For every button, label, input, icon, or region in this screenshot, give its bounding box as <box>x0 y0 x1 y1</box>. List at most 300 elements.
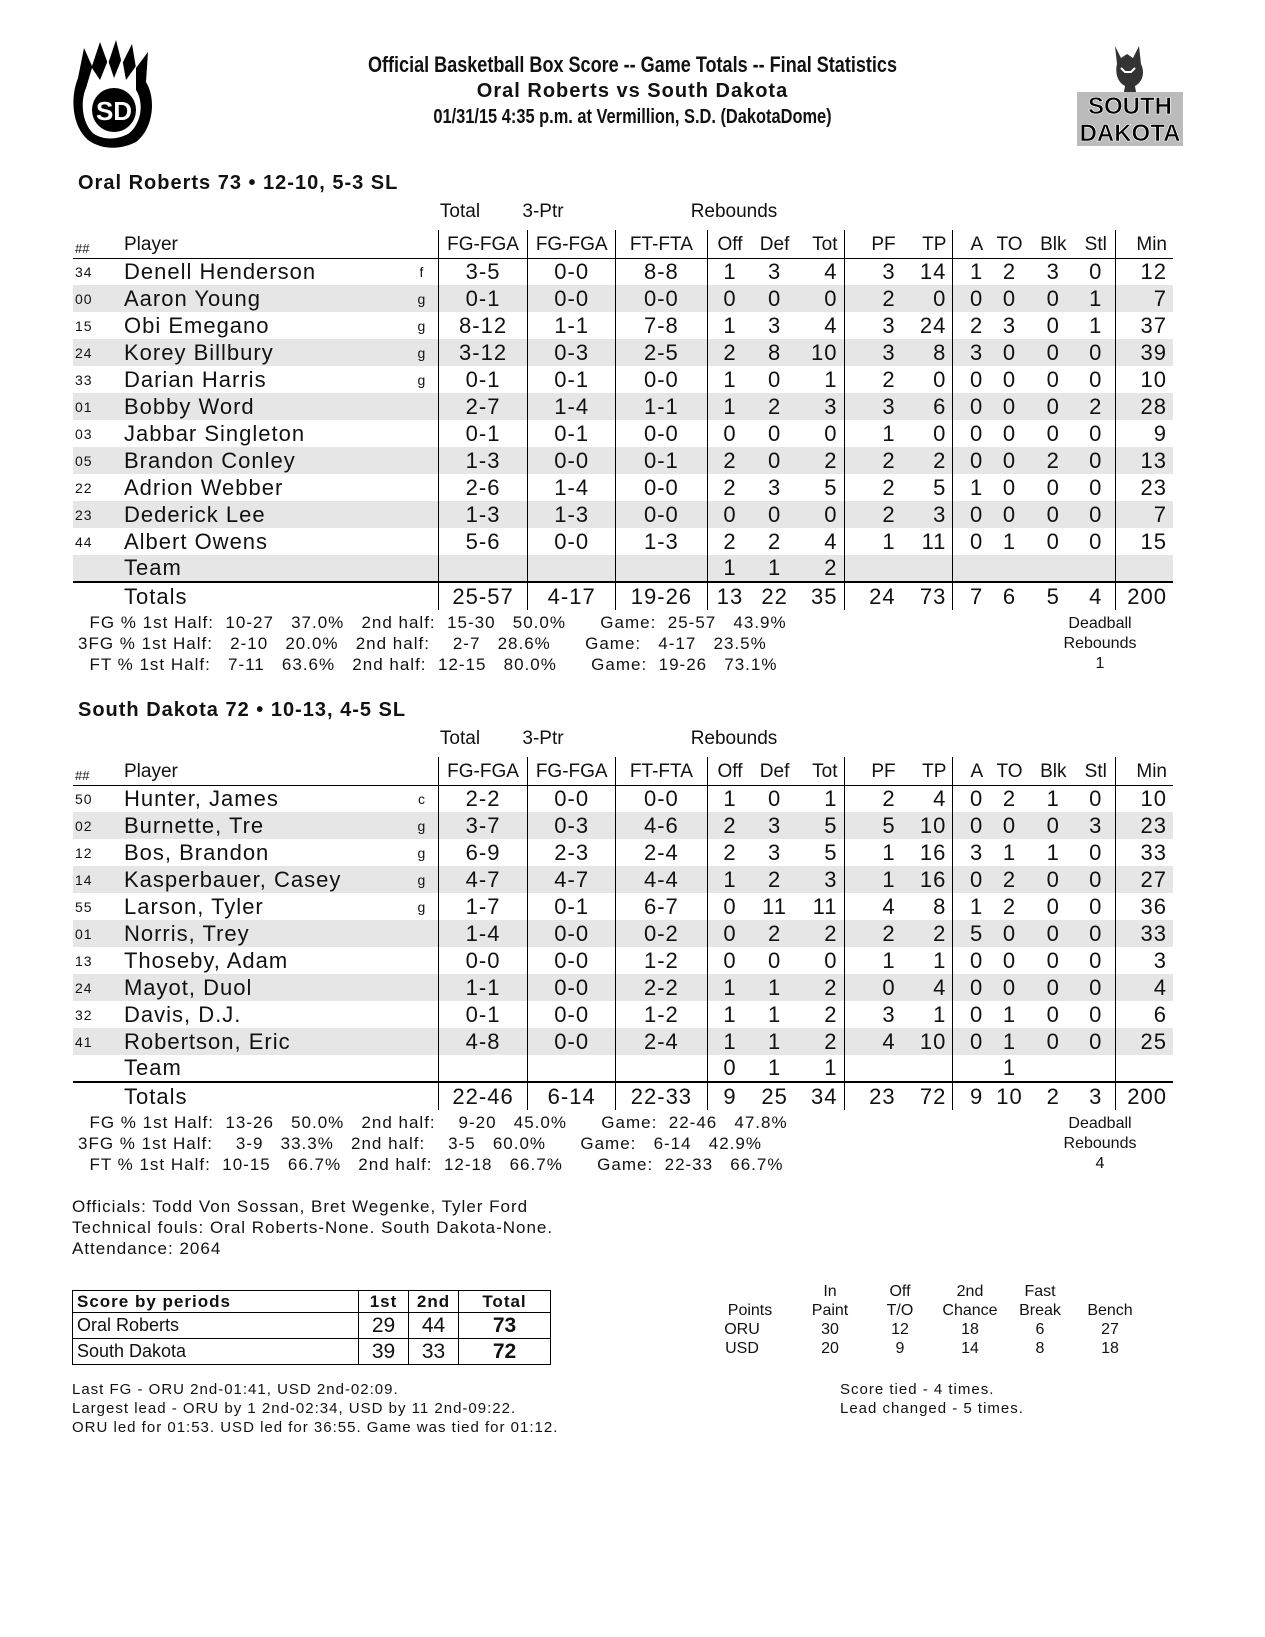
personal-fouls: 2 <box>844 920 902 947</box>
jersey-number: 41 <box>73 1028 120 1055</box>
free-throws: 8-8 <box>615 258 707 285</box>
field-goals: 0-1 <box>438 1001 528 1028</box>
total-group-label: Total <box>439 728 481 749</box>
jersey-number: 13 <box>75 952 93 969</box>
defensive-rebounds: 3 <box>767 474 782 500</box>
personal-fouls: 2 <box>844 501 902 528</box>
total-defensive-rebounds: 22 <box>752 582 797 610</box>
player-row <box>73 447 1173 474</box>
minutes: 33 <box>1115 920 1173 947</box>
three-pointers: 0-1 <box>528 893 616 920</box>
position <box>406 501 438 528</box>
jersey-number: 55 <box>75 898 93 915</box>
game-notes <box>72 1380 558 1437</box>
turnovers: 0 <box>1002 420 1017 446</box>
total-rebounds: 2 <box>797 1028 844 1055</box>
position <box>406 974 438 1001</box>
fast-break-header-1: Fast <box>1024 1283 1056 1300</box>
turnovers: 1 <box>1002 839 1017 865</box>
column-header-steals: Stl <box>1077 757 1115 785</box>
player-row <box>73 839 1173 866</box>
defensive-rebounds: 1 <box>752 1028 797 1055</box>
deadball-count: 4 <box>1095 1155 1105 1172</box>
blocks: 1 <box>1046 839 1060 865</box>
blocks: 0 <box>1046 947 1060 973</box>
column-header-position <box>406 230 438 258</box>
player-row <box>73 785 1173 812</box>
player-row <box>73 893 1173 920</box>
free-throws: 4-4 <box>615 866 707 893</box>
column-header-offensive-rebounds: Off <box>707 757 752 785</box>
personal-fouls: 4 <box>844 893 902 920</box>
matchup-title: Oral Roberts vs South Dakota <box>476 80 789 102</box>
officials: Officials: Todd Von Sossan, Bret Wegenke, Tyler Ford <box>72 1197 529 1216</box>
minutes: 9 <box>1115 420 1173 447</box>
offensive-rebounds: 0 <box>707 420 752 447</box>
column-header-player-name: Player <box>120 757 406 785</box>
jersey-number: 32 <box>75 1006 93 1023</box>
personal-fouls: 2 <box>844 285 902 312</box>
total-rebounds: 0 <box>824 947 838 973</box>
player-name: Hunter, James <box>123 785 279 811</box>
totals-row <box>73 582 1173 610</box>
blocks: 0 <box>1030 285 1077 312</box>
personal-fouls <box>844 555 902 582</box>
free-throws: 2-2 <box>615 974 707 1001</box>
personal-fouls <box>844 1055 902 1082</box>
position: g <box>406 866 438 893</box>
minutes: 25 <box>1115 1028 1173 1055</box>
player-name: Korey Billbury <box>120 339 406 366</box>
score-team: South Dakota <box>73 1339 359 1365</box>
player-row <box>73 974 1173 1001</box>
field-goals: 1-3 <box>438 501 528 528</box>
score-by-periods-table <box>72 1290 551 1365</box>
assists: 1 <box>953 258 989 285</box>
free-throws <box>615 1055 707 1082</box>
minutes: 4 <box>1115 974 1173 1001</box>
turnovers: 1 <box>1002 1001 1017 1027</box>
shooting-line: 3FG % 1st Half: 2-10 20.0% 2nd half: 2-7 28.6% Game: 4-17 23.5% <box>78 634 767 653</box>
column-header-jersey-number: ## <box>73 230 120 258</box>
offensive-rebounds: 1 <box>707 312 752 339</box>
defensive-rebounds: 0 <box>752 285 797 312</box>
column-header-total-rebounds: Tot <box>797 757 844 785</box>
largest-lead: Largest lead - ORU by 1 2nd-02:34, USD by 11 2nd-09:22. <box>72 1400 517 1417</box>
assists: 0 <box>953 812 989 839</box>
offensive-rebounds: 1 <box>707 1028 752 1055</box>
total-points: 2 <box>902 447 953 474</box>
position: g <box>406 812 438 839</box>
team2-shooting-percentages <box>78 1112 788 1175</box>
player-row <box>73 474 1173 501</box>
paint-header-2: Paint <box>811 1302 849 1319</box>
total-rebounds: 2 <box>824 1001 838 1027</box>
assists: 0 <box>953 420 989 447</box>
jersey-number: 44 <box>75 533 93 550</box>
column-header-assists: A <box>953 757 989 785</box>
assists: 0 <box>953 866 989 893</box>
blocks: 0 <box>1030 393 1077 420</box>
blocks: 0 <box>1030 501 1077 528</box>
attendance: Attendance: 2064 <box>72 1239 222 1258</box>
total-turnovers: 10 <box>989 1082 1030 1110</box>
minutes: 37 <box>1115 312 1173 339</box>
total-field-goals: 22-46 <box>438 1082 528 1110</box>
defensive-rebounds: 1 <box>752 974 797 1001</box>
position <box>406 1055 438 1082</box>
minutes: 6 <box>1115 1001 1173 1028</box>
minutes: 13 <box>1115 447 1173 474</box>
three-pointers <box>528 1055 616 1082</box>
jersey-number: 50 <box>75 790 93 807</box>
player-name: Denell Henderson <box>123 258 317 284</box>
blocks: 0 <box>1030 974 1077 1001</box>
total-minutes: 200 <box>1115 1082 1173 1110</box>
steals: 1 <box>1077 285 1115 312</box>
three-pointers: 0-0 <box>528 947 616 974</box>
total-player-name: Totals <box>120 1082 406 1110</box>
total-points: 4 <box>933 785 947 811</box>
rebounds-group-label: Rebounds <box>690 728 778 749</box>
jersey-number: 34 <box>75 263 93 280</box>
total-rebounds: 2 <box>797 920 844 947</box>
free-throws: 0-0 <box>615 785 707 812</box>
free-throws: 0-0 <box>615 366 707 393</box>
steals: 1 <box>1089 312 1103 338</box>
column-header-player-name: Player <box>120 230 406 258</box>
steals: 0 <box>1089 420 1103 446</box>
minutes: 3 <box>1115 947 1173 974</box>
three-pointers <box>528 555 616 582</box>
position <box>406 447 438 474</box>
header-row <box>73 230 1173 258</box>
jersey-number: 15 <box>75 317 93 334</box>
offensive-rebounds: 1 <box>707 258 752 285</box>
field-goals: 3-5 <box>438 258 528 285</box>
rebounds-label: Rebounds <box>1063 1135 1137 1152</box>
jersey-number <box>73 1055 120 1082</box>
jersey-number: 00 <box>73 285 120 312</box>
total-points: 0 <box>933 420 947 446</box>
blocks: 0 <box>1030 866 1077 893</box>
steals: 0 <box>1077 1028 1115 1055</box>
total-position <box>406 582 438 610</box>
steals: 0 <box>1089 947 1103 973</box>
offensive-rebounds: 2 <box>707 528 752 555</box>
assists: 0 <box>953 501 989 528</box>
turnover-header-1: Off <box>889 1283 911 1300</box>
logo-word-dakota: DAKOTA <box>1079 120 1181 147</box>
player-name: Thoseby, Adam <box>123 947 289 973</box>
field-goals: 0-1 <box>438 366 528 393</box>
offensive-rebounds: 1 <box>707 785 752 812</box>
score-second-half: 33 <box>409 1339 459 1365</box>
defensive-rebounds: 2 <box>752 866 797 893</box>
total-points: 3 <box>902 501 953 528</box>
position: g <box>406 285 438 312</box>
total-rebounds: 5 <box>824 474 838 500</box>
minutes <box>1115 1055 1173 1082</box>
field-goals: 5-6 <box>438 528 528 555</box>
personal-fouls: 3 <box>844 393 902 420</box>
player-name: Larson, Tyler <box>123 893 264 919</box>
player-name: Darian Harris <box>123 366 267 392</box>
blocks: 0 <box>1046 474 1060 500</box>
total-points: 1 <box>933 947 947 973</box>
total-rebounds: 2 <box>797 447 844 474</box>
jersey-number <box>73 555 120 582</box>
total-rebounds: 4 <box>824 528 838 554</box>
jersey-number: 02 <box>73 812 120 839</box>
jersey-number: 23 <box>73 501 120 528</box>
shooting-line: FT % 1st Half: 10-15 66.7% 2nd half: 12-18 66.7% Game: 22-33 66.7% <box>78 1155 784 1174</box>
total-assists: 9 <box>953 1082 989 1110</box>
field-goals: 0-0 <box>438 947 528 974</box>
defensive-rebounds: 0 <box>767 420 782 446</box>
total-rebounds: 5 <box>797 812 844 839</box>
blocks: 0 <box>1046 420 1060 446</box>
total-minutes: 200 <box>1115 582 1173 610</box>
offensive-rebounds: 1 <box>707 866 752 893</box>
player-row <box>73 393 1173 420</box>
steals: 2 <box>1077 393 1115 420</box>
three-pointers: 0-0 <box>528 1001 616 1028</box>
steals: 0 <box>1077 339 1115 366</box>
position <box>406 1028 438 1055</box>
total-rebounds: 3 <box>797 866 844 893</box>
free-throws: 0-0 <box>615 474 707 501</box>
turnovers: 2 <box>989 866 1030 893</box>
total-points: 16 <box>902 866 953 893</box>
defensive-rebounds: 3 <box>752 812 797 839</box>
three-pointers: 0-1 <box>528 420 616 447</box>
totals-row <box>73 1082 1173 1110</box>
field-goals: 1-4 <box>438 920 528 947</box>
total-total-points: 73 <box>902 582 953 610</box>
fast-break-header-2: Break <box>1019 1302 1061 1319</box>
steals <box>1077 555 1115 582</box>
turnover-value: 9 <box>895 1340 905 1357</box>
assists: 5 <box>953 920 989 947</box>
turnovers <box>989 555 1030 582</box>
player-name: Aaron Young <box>120 285 406 312</box>
score-second-half: 44 <box>409 1313 459 1339</box>
second-half-header: 2nd <box>409 1291 459 1313</box>
fast-break-value: 6 <box>1035 1321 1045 1338</box>
total-points: 5 <box>933 474 947 500</box>
game-info <box>72 1196 553 1259</box>
defensive-rebounds: 3 <box>767 312 782 338</box>
total-total-points: 72 <box>902 1082 953 1110</box>
shooting-line: FT % 1st Half: 7-11 63.6% 2nd half: 12-15 80.0% Game: 19-26 73.1% <box>78 655 778 674</box>
free-throws: 4-6 <box>615 812 707 839</box>
points-team: USD <box>725 1340 759 1357</box>
player-name: Team <box>123 1055 182 1080</box>
column-header-defensive-rebounds: Def <box>752 757 797 785</box>
assists: 0 <box>953 974 989 1001</box>
defensive-rebounds: 3 <box>767 839 782 865</box>
steals: 0 <box>1077 920 1115 947</box>
lead-notes <box>840 1380 1024 1418</box>
defensive-rebounds: 0 <box>767 947 782 973</box>
steals: 0 <box>1089 785 1103 811</box>
total-points: 0 <box>933 366 947 392</box>
three-pointers: 0-0 <box>528 974 616 1001</box>
field-goals <box>438 1055 528 1082</box>
score-total: 72 <box>459 1339 551 1365</box>
offensive-rebounds: 1 <box>707 1001 752 1028</box>
free-throws: 7-8 <box>615 312 707 339</box>
field-goals: 2-6 <box>438 474 528 501</box>
total-points: 11 <box>921 528 947 554</box>
minutes: 7 <box>1115 501 1173 528</box>
position <box>406 1001 438 1028</box>
team1-shooting-percentages <box>78 612 787 675</box>
defensive-rebounds: 3 <box>767 258 782 284</box>
svg-text:SD: SD <box>95 96 133 126</box>
column-header-total-rebounds: Tot <box>797 230 844 258</box>
minutes: 7 <box>1115 285 1173 312</box>
assists <box>953 555 989 582</box>
minutes: 15 <box>1115 528 1173 555</box>
field-goals: 6-9 <box>438 839 528 866</box>
assists: 0 <box>953 393 989 420</box>
turnovers: 2 <box>1002 258 1017 284</box>
personal-fouls: 2 <box>844 447 902 474</box>
player-row <box>73 920 1173 947</box>
player-name: Bos, Brandon <box>123 839 270 865</box>
total-points: 16 <box>919 839 947 865</box>
player-name: Norris, Trey <box>120 920 406 947</box>
three-pointer-group-label: 3-Ptr <box>522 201 564 222</box>
personal-fouls: 0 <box>844 974 902 1001</box>
personal-fouls: 1 <box>844 947 902 974</box>
jersey-number: 12 <box>75 844 93 861</box>
turnovers: 2 <box>1002 893 1017 919</box>
player-row <box>73 1028 1173 1055</box>
jersey-number: 24 <box>73 974 120 1001</box>
player-row <box>73 866 1173 893</box>
free-throws: 0-0 <box>615 501 707 528</box>
offensive-rebounds: 2 <box>707 447 752 474</box>
steals: 0 <box>1089 528 1103 554</box>
column-header-jersey-number: ## <box>73 757 120 785</box>
assists: 0 <box>953 947 989 974</box>
three-pointers: 0-3 <box>528 812 616 839</box>
jersey-number: 01 <box>73 393 120 420</box>
points-header: Points <box>727 1302 773 1319</box>
player-name: Adrion Webber <box>123 474 284 500</box>
total-jersey-number <box>73 1082 120 1110</box>
personal-fouls: 1 <box>844 528 902 555</box>
player-row <box>73 528 1173 555</box>
field-goals: 1-1 <box>438 974 528 1001</box>
player-name: Robertson, Eric <box>120 1028 406 1055</box>
column-header-free-throws: FT-FTA <box>615 757 707 785</box>
column-header-free-throws: FT-FTA <box>615 230 707 258</box>
player-name: Dederick Lee <box>120 501 406 528</box>
total-rebounds: 0 <box>797 501 844 528</box>
column-header-field-goals: FG-FGA <box>438 757 528 785</box>
position: g <box>417 898 427 915</box>
team1-deadball-rebounds <box>1040 614 1160 674</box>
team-row <box>73 1055 1173 1082</box>
field-goals: 0-1 <box>438 285 528 312</box>
field-goals: 8-12 <box>438 312 528 339</box>
defensive-rebounds: 0 <box>767 785 782 811</box>
blocks: 0 <box>1030 1028 1077 1055</box>
defensive-rebounds: 1 <box>767 1055 782 1080</box>
total-total-rebounds: 35 <box>797 582 844 610</box>
total-personal-fouls: 24 <box>844 582 902 610</box>
player-name: Obi Emegano <box>123 312 270 338</box>
total-rebounds: 2 <box>797 974 844 1001</box>
team2-box-score-table <box>73 757 1173 1110</box>
offensive-rebounds: 0 <box>707 1055 752 1082</box>
technical-fouls: Technical fouls: Oral Roberts-None. South Dakota-None. <box>72 1218 554 1237</box>
total-total-rebounds: 34 <box>797 1082 844 1110</box>
position <box>406 555 438 582</box>
offensive-rebounds: 0 <box>707 920 752 947</box>
total-points: 10 <box>902 812 953 839</box>
turnovers: 0 <box>989 974 1030 1001</box>
total-rebounds: 4 <box>824 312 838 338</box>
three-pointers: 0-0 <box>528 528 616 555</box>
header-row <box>73 757 1173 785</box>
assists: 0 <box>953 285 989 312</box>
player-name: Bobby Word <box>120 393 406 420</box>
offensive-rebounds: 2 <box>707 474 752 501</box>
three-pointer-group-label: 3-Ptr <box>522 728 564 749</box>
column-header-three-pointers: FG-FGA <box>528 757 616 785</box>
position: c <box>417 790 426 807</box>
turnovers: 1 <box>989 1028 1030 1055</box>
player-row <box>73 1001 1173 1028</box>
offensive-rebounds: 1 <box>707 393 752 420</box>
total-defensive-rebounds: 25 <box>752 1082 797 1110</box>
minutes: 36 <box>1115 893 1173 920</box>
score-first-half: 39 <box>359 1339 409 1365</box>
blocks <box>1030 1055 1077 1082</box>
steals <box>1077 1055 1115 1082</box>
total-rebounds: 3 <box>797 393 844 420</box>
position <box>406 420 438 447</box>
defensive-rebounds: 2 <box>752 393 797 420</box>
three-pointers: 0-0 <box>528 920 616 947</box>
points-team: ORU <box>724 1321 760 1338</box>
three-pointers: 1-3 <box>528 501 616 528</box>
free-throws: 2-4 <box>615 1028 707 1055</box>
chance-value: 18 <box>961 1321 979 1338</box>
total-points: 8 <box>933 893 947 919</box>
assists: 1 <box>953 474 989 501</box>
assists <box>953 1055 989 1082</box>
offensive-rebounds: 1 <box>707 366 752 393</box>
deadball-label: Deadball <box>1068 615 1132 632</box>
minutes: 28 <box>1115 393 1173 420</box>
minutes: 10 <box>1115 785 1173 812</box>
field-goals: 0-1 <box>438 420 528 447</box>
defensive-rebounds: 11 <box>762 893 788 919</box>
personal-fouls: 1 <box>844 839 902 866</box>
position <box>406 393 438 420</box>
steals: 0 <box>1089 893 1103 919</box>
assists: 0 <box>953 1001 989 1028</box>
steals: 0 <box>1089 1001 1103 1027</box>
column-header-steals: Stl <box>1077 230 1115 258</box>
chance-header-1: 2nd <box>956 1283 984 1300</box>
